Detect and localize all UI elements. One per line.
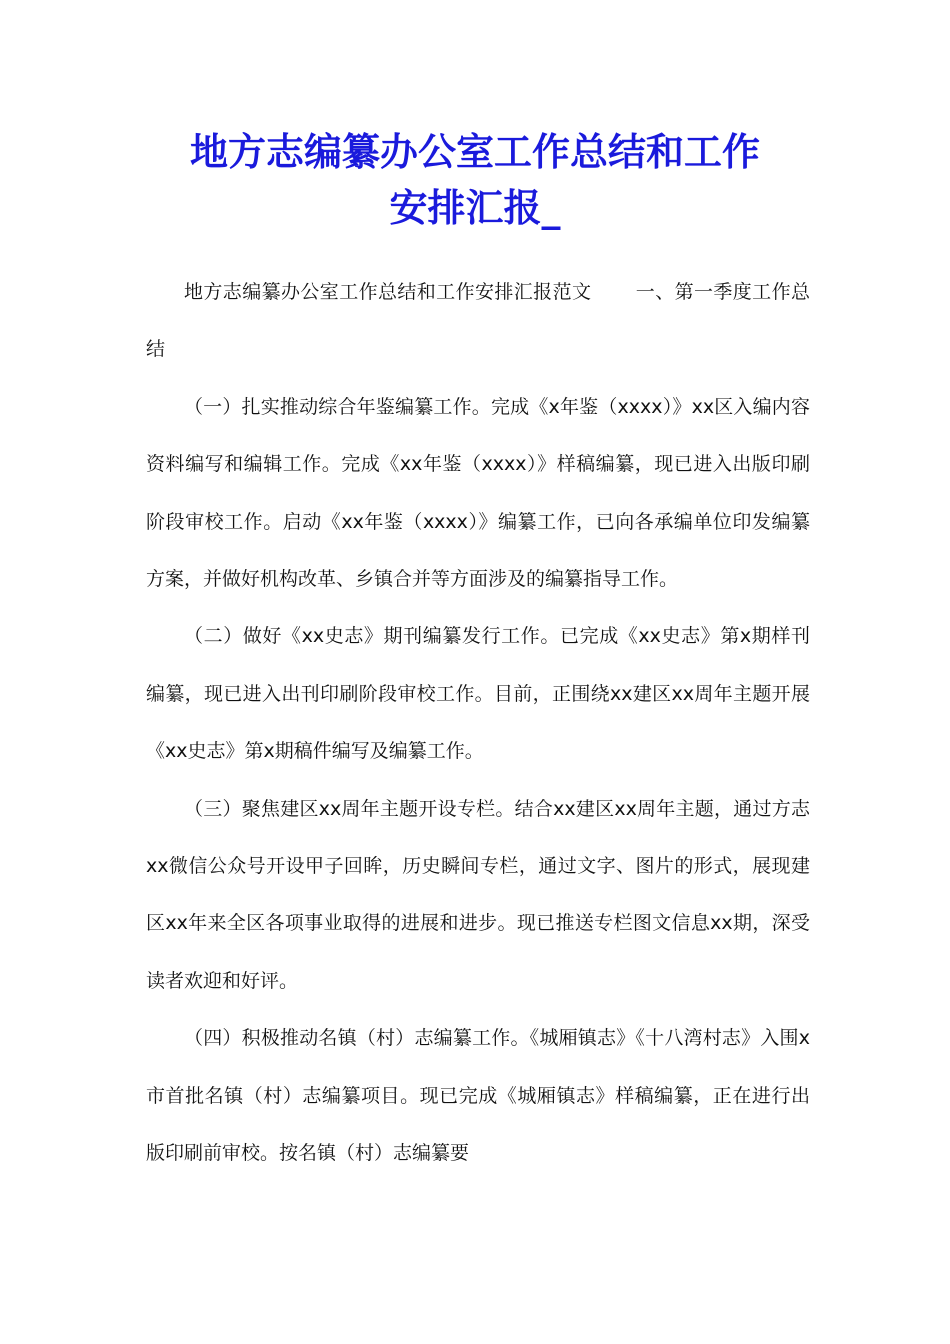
document-body	[146, 264, 810, 1183]
document-title-line-1: 地方志编纂办公室工作总结和工作	[189, 129, 760, 174]
paragraph-4: （四）积极推动名镇（村）志编纂工作。《城厢镇志》《十八湾村志》入围x市首批名镇（村）志编纂项目。现已完成《城厢镇志》样稿编纂，正在进行出版印刷前审校。按名镇（村）志编纂要	[146, 1027, 810, 1165]
document-title-line-2: 安排汇报_	[389, 185, 561, 230]
paragraph-1: （一）扎实推动综合年鉴编纂工作。完成《x年鉴（xxxx）》xx区入编内容资料编写和编辑工作。完成《xx年鉴（xxxx）》样稿编纂，现已进入出版印刷阶段审校工作。启动《xx年鉴（xxxx）》编纂工作，已向各承编单位印发编纂方案，并做好机构改革、乡镇合并等方面涉及的编纂指导工作。	[146, 395, 810, 591]
intro-paragraph	[146, 264, 810, 379]
paragraph-2: （二）做好《xx史志》期刊编纂发行工作。已完成《xx史志》第x期样刊编纂，现已进入出刊印刷阶段审校工作。目前，正围绕xx建区xx周年主题开展《xx史志》第x期稿件编写及编纂工作。	[146, 625, 810, 763]
section-heading: 一、第一季度工作总结	[146, 281, 810, 361]
intro-title: 地方志编纂办公室工作总结和工作安排汇报范文	[184, 281, 592, 303]
paragraph-3: （三）聚焦建区xx周年主题开设专栏。结合xx建区xx周年主题，通过方志xx微信公众号开设甲子回眸，历史瞬间专栏，通过文字、图片的形式，展现建区xx年来全区各项事业取得的进展和进步。现已推送专栏图文信息xx期，深受读者欢迎和好评。	[146, 797, 810, 992]
